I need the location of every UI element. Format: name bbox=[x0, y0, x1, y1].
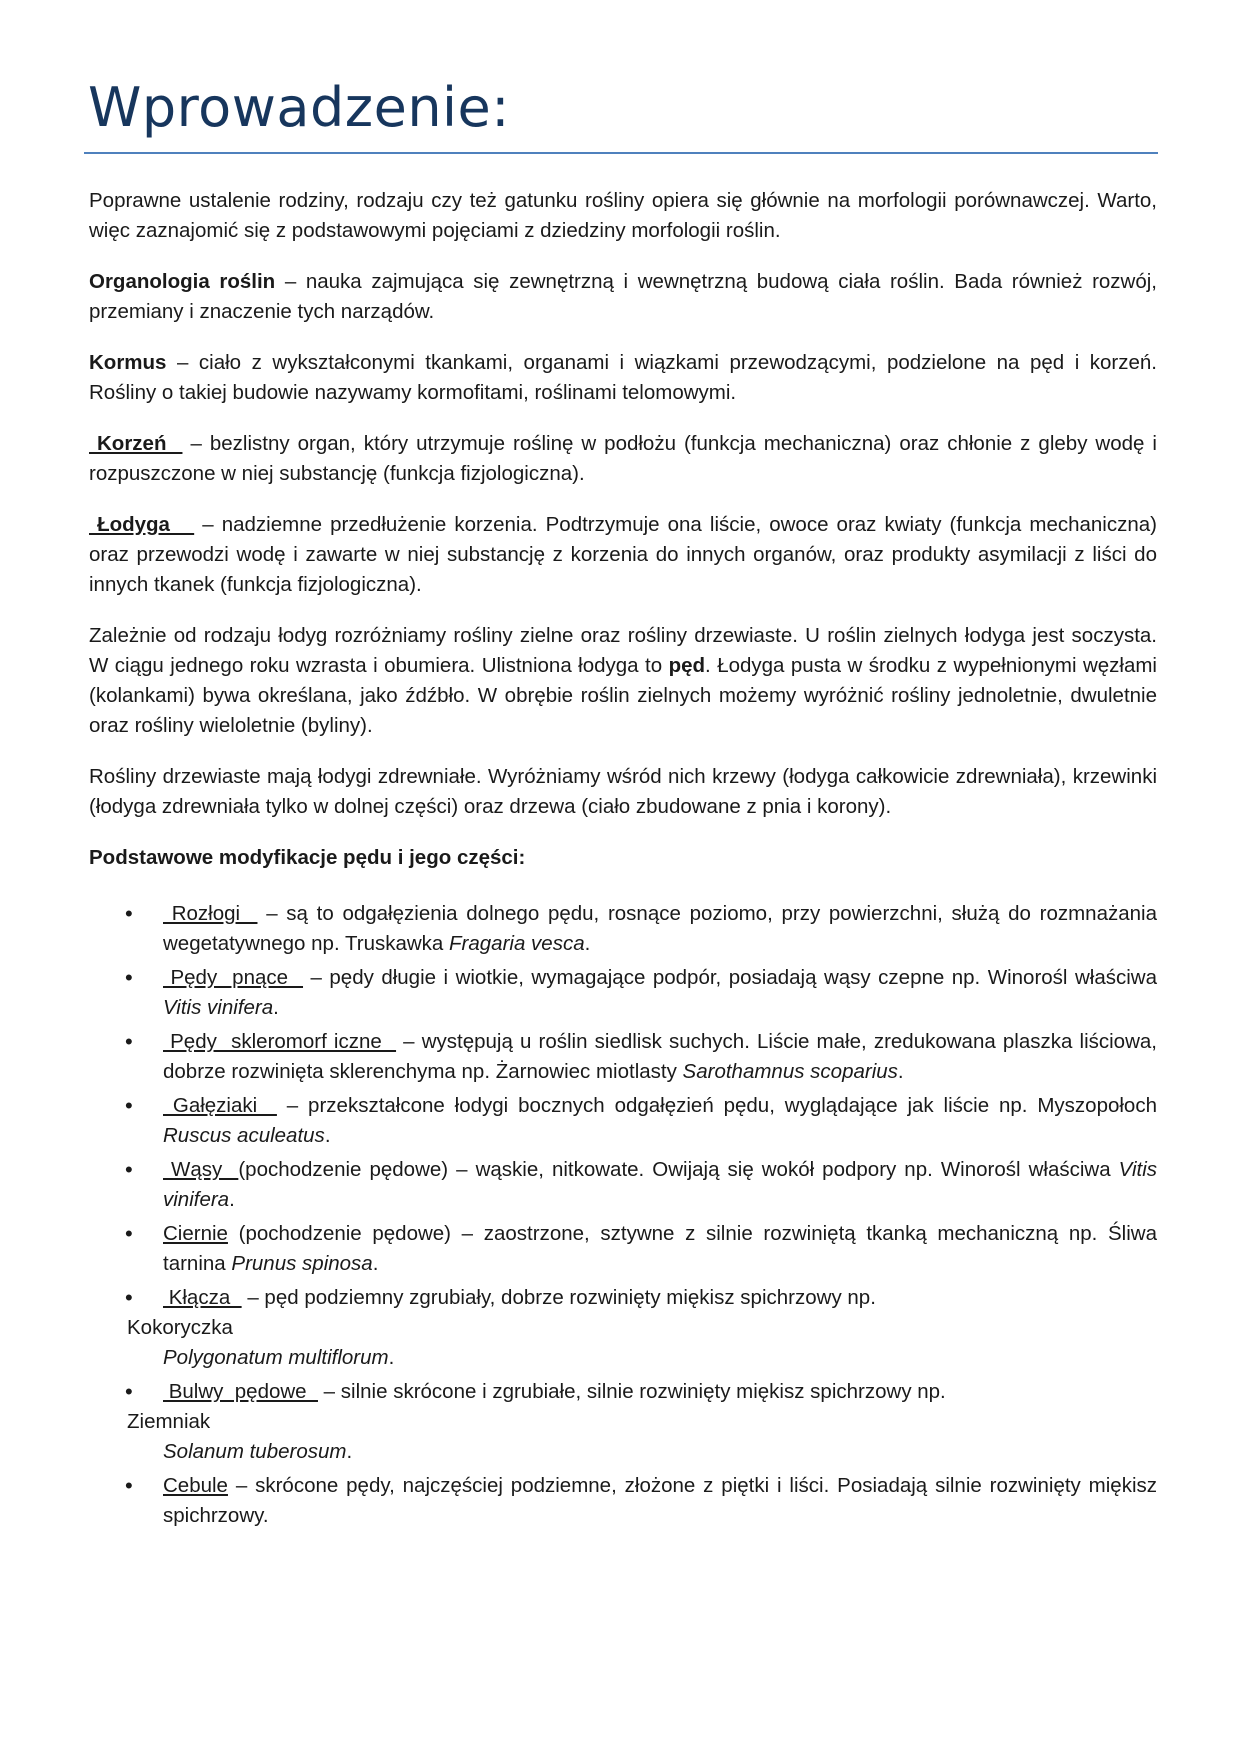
list-item bbox=[89, 1219, 1157, 1279]
ped-term: pęd bbox=[668, 654, 706, 677]
sentence-end: . bbox=[346, 1440, 353, 1463]
kormus-text: – ciało z wykształconymi tkankami, organami i wiązkami przewodzącymi, podzielone na pęd i korzeń. Rośliny o takiej budowie nazywamy kormofitami, roślinami telomowymi. bbox=[89, 351, 1157, 404]
organologia-term: Organologia roślin bbox=[89, 270, 276, 293]
modification-label: Rozłogi bbox=[163, 902, 258, 925]
modification-label: Bulwy pędowe bbox=[163, 1380, 318, 1403]
modification-label: Gałęziaki bbox=[163, 1094, 277, 1117]
list-item bbox=[89, 1091, 1157, 1151]
drzewiaste-paragraph: Rośliny drzewiaste mają łodygi zdrewniałe. Wyróżniamy wśród nich krzewy (łodyga całkowicie zdrewniała), krzewinki (łodyga zdrewniała tylko w dolnej części) oraz drzewa (ciało zbudowane z pnia i korony). bbox=[89, 765, 1157, 818]
modification-text: – pęd podziemny zgrubiały, dobrze rozwinięty miękisz spichrzowy np. bbox=[241, 1286, 876, 1309]
kormus-paragraph bbox=[89, 348, 1157, 408]
sentence-end: . bbox=[897, 1060, 904, 1083]
intro-paragraph: Poprawne ustalenie rodziny, rodzaju czy też gatunku rośliny opiera się głównie na morfologii porównawczej. Warto, więc zaznajomić się z podstawowymi pojęciami z dziedziny morfologii roślin. bbox=[89, 189, 1157, 242]
modification-text: – wąskie, nitkowate. Owijają się wokół podpory np. Winorośl właściwa bbox=[448, 1158, 1119, 1181]
list-item bbox=[89, 1027, 1157, 1087]
list-item bbox=[89, 1283, 1157, 1373]
list-item bbox=[89, 1155, 1157, 1215]
latin-name: Fragaria vesca bbox=[449, 932, 585, 955]
list-item bbox=[89, 1377, 1157, 1467]
latin-name: Sarothamnus scoparius bbox=[682, 1060, 898, 1083]
modifications-list bbox=[89, 899, 1157, 1531]
sentence-end: . bbox=[324, 1124, 331, 1147]
sentence-end: . bbox=[388, 1346, 395, 1369]
latin-name: Vitis vinifera bbox=[163, 996, 274, 1019]
modification-text: – skrócone pędy, najczęściej podziemne, złożone z piętki i liści. Posiadają silnie rozwinięty miękisz spichrzowy. bbox=[163, 1474, 1157, 1527]
modification-example: Ziemniak bbox=[127, 1410, 211, 1433]
korzen-text: – bezlistny organ, który utrzymuje roślinę w podłożu (funkcja mechaniczna) oraz chłonie z gleby wodę i rozpuszczone w niej substancję (funkcja fizjologiczna). bbox=[89, 432, 1157, 485]
modification-text: – są to odgałęzienia dolnego pędu, rosnące poziomo, przy powierzchni, służą do rozmnażania wegetatywnego np. Truskawka bbox=[163, 902, 1157, 955]
bullet-icon: • bbox=[125, 1379, 133, 1404]
korzen-term: Korzeń bbox=[89, 432, 183, 455]
modification-label: Pędy pnące bbox=[163, 966, 304, 989]
bullet-icon: • bbox=[125, 1285, 133, 1310]
organologia-paragraph bbox=[89, 267, 1157, 327]
modification-text: – przekształcone łodygi bocznych odgałęzień pędu, wyglądające jak liście np. Myszopołoch bbox=[276, 1094, 1157, 1117]
modifications-heading: Podstawowe modyfikacje pędu i jego części: bbox=[89, 846, 526, 869]
sentence-end: . bbox=[273, 996, 279, 1019]
list-item bbox=[89, 963, 1157, 1023]
modification-label: Cebule bbox=[163, 1474, 228, 1497]
title-divider bbox=[84, 152, 1158, 154]
bullet-icon: • bbox=[125, 1157, 133, 1182]
sentence-end: . bbox=[229, 1188, 235, 1211]
modification-label: Wąsy bbox=[163, 1158, 239, 1181]
bullet-icon: • bbox=[125, 901, 133, 926]
document-body bbox=[89, 186, 1157, 1535]
latin-name: Prunus spinosa bbox=[231, 1252, 373, 1275]
modification-label: Kłącza bbox=[163, 1286, 242, 1309]
bullet-icon: • bbox=[125, 1029, 133, 1054]
lodyga-term: Łodyga bbox=[89, 513, 195, 536]
zielne-text-c: . Łodyga pusta w środku z wypełnionymi węzłami (kolankami) bywa określana, jako źdźbło. W obrębie roślin zielnych możemy wyróżnić rośliny jednoletnie, dwuletnie oraz rośliny wieloletnie (byliny). bbox=[89, 654, 1157, 737]
modification-label: Ciernie bbox=[163, 1222, 228, 1245]
modification-origin: (pochodzenie pędowe) bbox=[227, 1222, 452, 1245]
bullet-icon: • bbox=[125, 1473, 133, 1498]
list-item bbox=[89, 1471, 1157, 1531]
modification-origin: (pochodzenie pędowe) bbox=[238, 1158, 449, 1181]
sentence-end: . bbox=[372, 1252, 379, 1275]
latin-name: Ruscus aculeatus bbox=[163, 1124, 325, 1147]
latin-name: Polygonatum multiflorum bbox=[163, 1346, 389, 1369]
zielne-paragraph bbox=[89, 621, 1157, 741]
modification-label: Pędy skleromorf iczne bbox=[163, 1030, 397, 1053]
korzen-paragraph bbox=[89, 429, 1157, 489]
lodyga-paragraph bbox=[89, 510, 1157, 600]
modification-text: – występują u roślin siedlisk suchych. Liście małe, zredukowana plaszka liściowa, dobrze rozwinięta sklerenchyma np. Żarnowiec miotlasty bbox=[163, 1030, 1157, 1083]
list-item bbox=[89, 899, 1157, 959]
latin-name: Solanum tuberosum bbox=[163, 1440, 347, 1463]
zielne-text-a: Zależnie od rodzaju łodyg rozróżniamy rośliny zielne oraz rośliny drzewiaste. U roślin zielnych łodyga jest soczysta. W ciągu jednego roku wzrasta i obumiera. Ulistniona łodyga to bbox=[89, 624, 1157, 677]
bullet-icon: • bbox=[125, 965, 133, 990]
modification-example: Kokoryczka bbox=[127, 1316, 233, 1339]
bullet-icon: • bbox=[125, 1221, 133, 1246]
modification-text: – silnie skrócone i zgrubiałe, silnie rozwinięty miękisz spichrzowy np. bbox=[317, 1380, 946, 1403]
modification-text: – pędy długie i wiotkie, wymagające podpór, posiadają wąsy czepne np. Winorośl właściwa bbox=[303, 966, 1157, 989]
page-title: Wprowadzenie: bbox=[88, 76, 510, 139]
lodyga-text: – nadziemne przedłużenie korzenia. Podtrzymuje ona liście, owoce oraz kwiaty (funkcja mechaniczna) oraz przewodzi wodę i zawarte w niej substancję z korzenia do innych organów, oraz produkty asymilacji z liści do innych tkanek (funkcja fizjologiczna). bbox=[89, 513, 1157, 596]
modification-text: – zaostrzone, sztywne z silnie rozwiniętą tkanką mechaniczną np. Śliwa tarnina bbox=[163, 1222, 1158, 1275]
bullet-icon: • bbox=[125, 1093, 133, 1118]
sentence-end: . bbox=[584, 932, 591, 955]
organologia-text: – nauka zajmująca się zewnętrzną i wewnętrzną budową ciała roślin. Bada również rozwój, przemiany i znaczenie tych narządów. bbox=[89, 270, 1158, 323]
latin-name: Vitis vinifera bbox=[163, 1158, 1157, 1211]
kormus-term: Kormus bbox=[89, 351, 167, 374]
